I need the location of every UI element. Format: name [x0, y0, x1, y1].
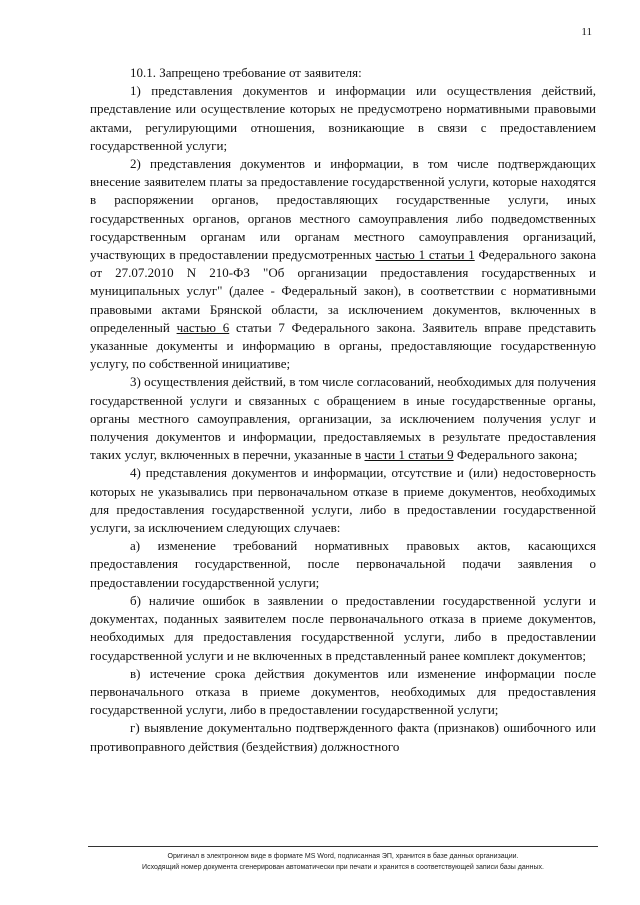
- paragraph-subitem-v: в) истечение срока действия документов или изменение информации после первоначального отказа в приеме документов, необходимых для предоставления государственной услуги, либо в предоставлении государственной услуги;: [90, 665, 596, 718]
- paragraph-text: Федерального закона от 27.07.2010 N 210-ФЗ "Об организации предоставления государственных и муниципальных услуг" (далее - Федеральный закон), в соответствии с нормативными правовыми актами Брянской области, за исключением документов, включенных в определенный: [90, 247, 596, 335]
- paragraph-subitem-b: б) наличие ошибок в заявлении о предоставлении государственной услуги и документах, поданных заявителем после первоначального отказа в приеме документов, необходимых для предоставления государственной услуги, либо в предоставлении государственной услуги и не включенных в представленный ранее комплект документов;: [90, 592, 596, 663]
- paragraph-item-2: [90, 155, 596, 373]
- footer-line-number: Исходящий номер документа сгенерирован автоматически при печати и хранится в соответствующей записи базы данных.: [142, 864, 544, 871]
- paragraph-10-1-heading: 10.1. Запрещено требование от заявителя:: [130, 65, 362, 80]
- paragraph-subitem-g: г) выявление документально подтвержденного факта (признаков) ошибочного или противоправного действия (бездействия) должностного: [90, 720, 596, 754]
- paragraph-text: Федерального закона;: [453, 447, 578, 463]
- document-body: [90, 64, 596, 756]
- paragraph-item-3: [90, 373, 596, 464]
- paragraph-text: статьи 7 Федерального закона. Заявитель вправе представить указанные документы и информацию в органы, предоставляющие государственную услугу, по собственной инициативе;: [90, 319, 596, 372]
- footer: [70, 851, 616, 873]
- footer-divider: [88, 846, 598, 847]
- law-reference-link[interactable]: частью 1 статьи 1: [375, 247, 475, 263]
- law-reference-link[interactable]: частью 6: [176, 319, 230, 335]
- page-number: 11: [581, 26, 592, 38]
- paragraph-item-4: 4) представления документов и информации, отсутствие и (или) недостоверность которых не указывались при первоначальном отказе в приеме документов, необходимых для предоставления государственной услуги, либо в предоставлении государственной услуги, за исключением следующих случаев:: [90, 465, 596, 536]
- law-reference-link[interactable]: части 1 статьи 9: [364, 447, 454, 463]
- footer-line-original: Оригинал в электронном виде в формате MS Word, подписанная ЭП, хранится в базе данных организации.: [167, 853, 519, 860]
- paragraph-text: 3) осуществления действий, в том числе согласований, необходимых для получения государственной услуги и связанных с обращением в иные государственные органы, органы местного самоуправления, организации, за исключением получения услуг и получения документов и информации, предоставляемых в результате предоставления таких услуг, включенных в перечни, указанные в: [90, 374, 596, 463]
- paragraph-subitem-a: а) изменение требований нормативных правовых актов, касающихся предоставления государственной, после первоначальной подачи заявления о предоставлении государственной услуги;: [90, 538, 596, 590]
- paragraph-text: 2) представления документов и информации, в том числе подтверждающих внесение заявителем платы за предоставление государственной услуги, которые находятся в распоряжении органов, предоставляющих государственные услуги, иных государственных органов, органов местного самоуправления либо подведомственных государственным органам или органам местного самоуправления организаций, участвующих в предоставлении предусмотренных: [90, 156, 596, 263]
- paragraph-item-1: 1) представления документов и информации или осуществления действий, представление или осуществление которых не предусмотрено нормативными правовыми актами, регулирующими отношения, возникающие в связи с предоставлением государственной услуги;: [90, 83, 596, 153]
